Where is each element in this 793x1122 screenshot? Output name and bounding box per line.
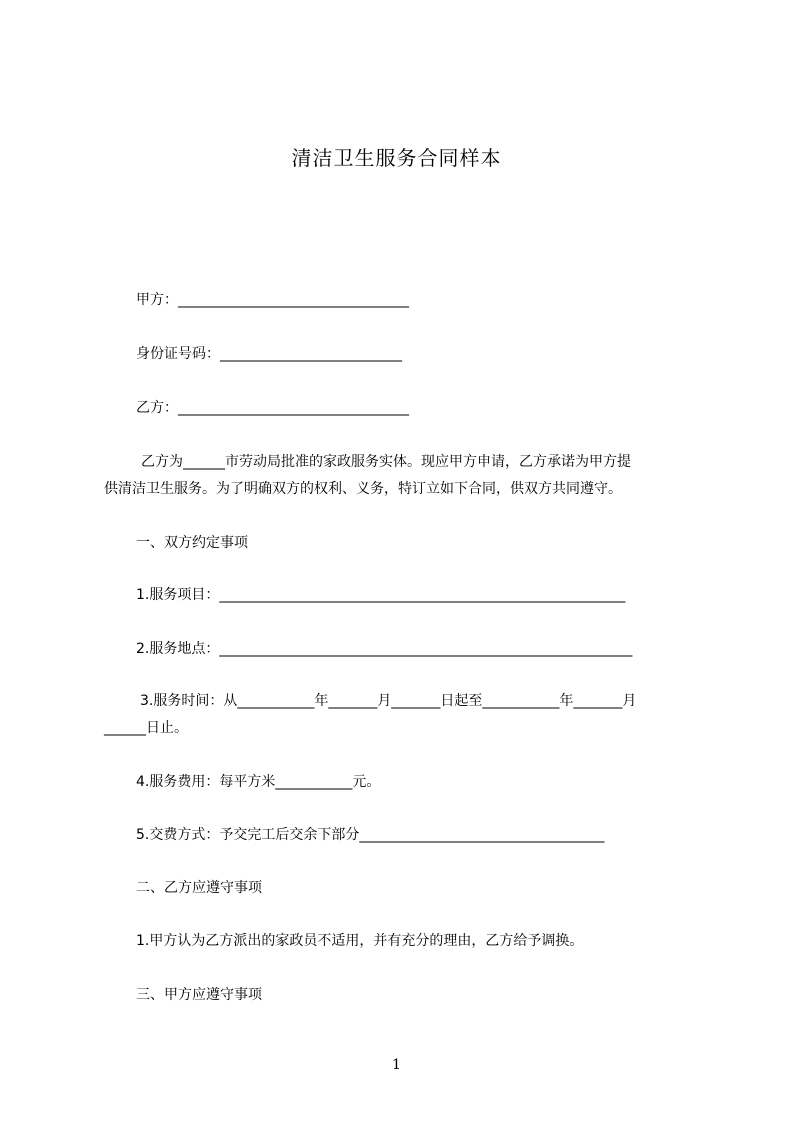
document-title: 清洁卫生服务合同样本 <box>291 146 502 170</box>
service-location-field: 2.服务地点：___________________________________________________________ <box>136 641 633 657</box>
service-time-line-1: 3.服务时间：从___________年_______月_______日起至___________年_______月 <box>140 693 637 709</box>
section-2-heading: 二、乙方应遵守事项 <box>136 880 262 896</box>
section-1-heading: 一、双方约定事项 <box>136 535 248 551</box>
service-time-line-2: ______日止。 <box>104 720 188 736</box>
section-3-heading: 三、甲方应遵守事项 <box>136 987 262 1003</box>
intro-paragraph-line-1: 乙方为______市劳动局批准的家政服务实体。现应甲方申请，乙方承诺为甲方提 <box>141 454 631 470</box>
section-2-item-1: 1.甲方认为乙方派出的家政员不适用，并有充分的理由，乙方给予调换。 <box>136 933 584 949</box>
service-item-field: 1.服务项目：__________________________________________________________ <box>136 587 626 603</box>
party-a-field: 甲方：_________________________________ <box>136 292 409 308</box>
page-number: 1 <box>392 1057 401 1073</box>
payment-method-field: 5.交费方式：予交完工后交余下部分___________________________________ <box>136 827 605 843</box>
id-number-field: 身份证号码：__________________________ <box>136 346 402 362</box>
party-b-field: 乙方：_________________________________ <box>136 400 409 416</box>
service-fee-field: 4.服务费用：每平方米___________元。 <box>136 774 381 790</box>
intro-paragraph-line-2: 供清洁卫生服务。为了明确双方的权利、义务，特订立如下合同，供双方共同遵守。 <box>104 481 622 497</box>
